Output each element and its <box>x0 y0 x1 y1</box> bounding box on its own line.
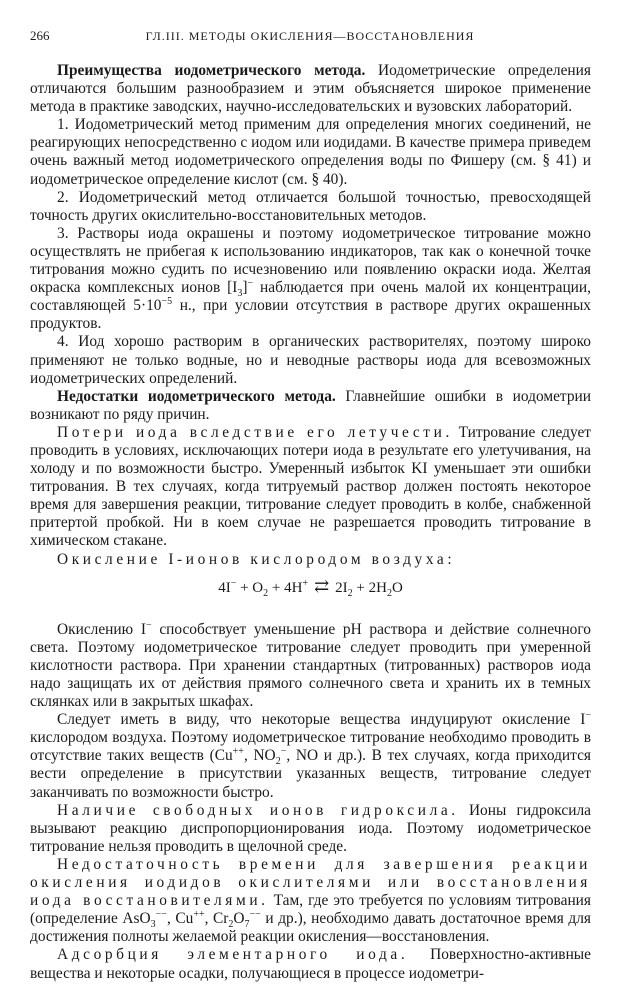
adv3-sub: 3 <box>237 288 243 300</box>
adv3-charge: − <box>247 278 254 289</box>
eq-sup-2: + <box>302 577 309 589</box>
equilibrium-arrow-icon: ⇄ <box>314 575 330 596</box>
eq-term-2h2o: + 2H <box>352 579 387 596</box>
time-cu-sup: ++ <box>193 909 205 921</box>
paragraph-advantage-3 <box>30 225 591 334</box>
paragraph-volatility <box>30 424 591 551</box>
volatility-text: Титрование следует проводить в условиях, исключающих потери иода в результате его улетучивания, на холоду и по возможности быстро. Умеренный избыток KI уменьшает эти ошибки титрования. В тех случаях, когда титруемый раствор должен постоять некоторое время для завершения реакции, титрование следует проводить в колбе, снабженной притертой пробкой. Ни в коем случае не разрешается проводить титрование в химическом стакане. <box>30 423 591 550</box>
reaction-equation <box>30 577 591 597</box>
oxidation-sup: − <box>145 619 152 631</box>
eq-sub-2: 2 <box>347 587 353 599</box>
eq-sup-1: − <box>230 577 237 589</box>
paragraph-oxidation-heading <box>30 551 591 569</box>
paragraph-adsorption <box>30 946 591 982</box>
hydroxyl-text: Ионы гидроксила вызывают реакцию диспропорционирования иода. Поэтому иодометрическое титрование нельзя проводить в щелочной среде. <box>30 801 591 855</box>
induce-text-d: , NO и др.). В тех случаях, когда приходится вести определение в присутствии указанных веществ, титрование следует заканчивать по возможности быстро. <box>30 747 591 801</box>
disadvantages-heading: Недостатки иодометрического метода. <box>57 387 336 405</box>
eq-sub-3: 2 <box>386 587 392 599</box>
advantages-intro: Иодометрические определения отличаются большим разнообразием и этим объясняется широкое применение метода в практике заводских, научно-исследовательских и вузовских лабораторий. <box>30 62 591 116</box>
time-text-e: и др.), необходимо давать достаточное время для достижения полноты желаемой реакции окисления—восстановления. <box>30 910 591 946</box>
induce-cu-sup: ++ <box>232 746 244 758</box>
oxidation-text-b: способствует уменьшение pH раствора и действие солнечного света. Поэтому иодометрическое титрование следует проводить при умеренной кислотности раствора. При хранении стандартных (титрованных) растворов иода надо защищать их от действия прямого солнечного света и хранить их в темных склянках или в закрытых шкафах. <box>30 620 592 711</box>
time-aso-sup: −− <box>155 909 167 921</box>
adsorption-text: Поверхностно-активные вещества и некоторые осадки, получающиеся в процессе иодометри- <box>30 946 591 982</box>
eq-term-4h: + 4H <box>268 579 303 596</box>
time-o-sub: 7 <box>244 919 250 931</box>
time-heading: Недостаточность времени для завершения реакции окисления иодидов окислителями или восстановления иода восстановителями. <box>30 855 591 910</box>
eq-term-o2: + O <box>236 579 264 596</box>
paragraph-advantages <box>30 62 591 116</box>
eq-term-2i2: 2I <box>335 579 348 596</box>
induce-text-c: , NO <box>243 747 276 765</box>
hydroxyl-heading: Наличие свободных ионов гидроксила. <box>57 801 459 819</box>
advantages-heading: Преимущества иодометрического метода. <box>57 62 366 79</box>
induce-no-sub: 2 <box>275 756 281 768</box>
adsorption-heading: Адсорбция элементарного иода. <box>57 946 409 964</box>
paragraph-advantage-2: 2. Иодометрический метод отличается большой точностью, превосходящей точность других окислительно-восстановительных методов. <box>30 188 591 224</box>
adv3-exponent: −5 <box>161 296 173 308</box>
paragraph-induce <box>30 711 591 801</box>
paragraph-advantage-4: 4. Иод хорошо растворим в органических растворителях, поэтому широко применяют не только водные, но и неводные растворы иода для всевозможных иодометрических определений. <box>30 333 591 387</box>
paragraph-oxidation <box>30 621 591 711</box>
paragraph-advantage-1: 1. Иодометрический метод применим для определения многих соединений, не реагирующих непосредственно с иодом или иодидами. В качестве примера приведем очень важный метод иодометрического определения воды по Фишеру (см. § 41) и иодометрическое определение кислот (см. § 40). <box>30 116 591 188</box>
induce-sup: − <box>585 710 591 722</box>
volatility-heading: Потери иода вследствие его летучести. <box>57 423 453 441</box>
paragraph-time <box>30 856 591 946</box>
time-text-b: , Cu <box>166 910 194 928</box>
induce-no-sup: − <box>280 746 287 758</box>
disadvantages-intro: Главнейшие ошибки в иодометрии возникают по ряду причин. <box>30 387 591 423</box>
page-body <box>30 62 591 983</box>
adv3-text-a: 3. Растворы иода окрашены и поэтому иодометрическое титрование можно осуществлять не прибегая к использованию индикаторов, так как о конечной точке титрования можно судить по исчезновению или появлению окраски иода. Желтая окраска комплексных ионов [I <box>30 224 591 297</box>
paragraph-disadvantages <box>30 388 591 424</box>
induce-text-a: Следует иметь в виду, что некоторые вещества индуцируют окисление I <box>57 711 586 729</box>
eq-term-4i: 4I <box>218 579 231 596</box>
time-o-sup: −− <box>249 909 261 921</box>
paragraph-hydroxyl <box>30 802 591 856</box>
eq-sub-1: 2 <box>263 587 269 599</box>
page-number: 266 <box>30 28 50 43</box>
time-text-a: Там, где это требуется по условиям титрования (определение AsO <box>30 892 591 928</box>
time-aso-sub: 3 <box>150 919 156 931</box>
page-header <box>30 26 590 46</box>
oxidation-heading: Окисление I-ионов кислородом воздуха: <box>57 550 456 568</box>
eq-term-o: O <box>391 579 403 596</box>
adv3-text-d: н., при условии отсутствия в растворе других окрашенных продуктов. <box>30 297 591 333</box>
adv3-text-b: ] <box>242 279 248 297</box>
oxidation-text-a: Окислению I <box>57 620 146 638</box>
running-title: ГЛ.III. МЕТОДЫ ОКИСЛЕНИЯ—ВОССТАНОВЛЕНИЯ <box>145 29 475 43</box>
adv3-text-c: наблюдается при очень малой их концентрации, составляющей 5·10 <box>30 279 591 315</box>
time-text-d: O <box>233 910 245 928</box>
time-cr-sub: 2 <box>228 919 234 931</box>
induce-text-b: кислородом воздуха. Поэтому иодометрическое титрование необходимо проводить в отсутствие таких веществ (Cu <box>30 729 591 765</box>
time-text-c: , Cr <box>204 910 229 928</box>
